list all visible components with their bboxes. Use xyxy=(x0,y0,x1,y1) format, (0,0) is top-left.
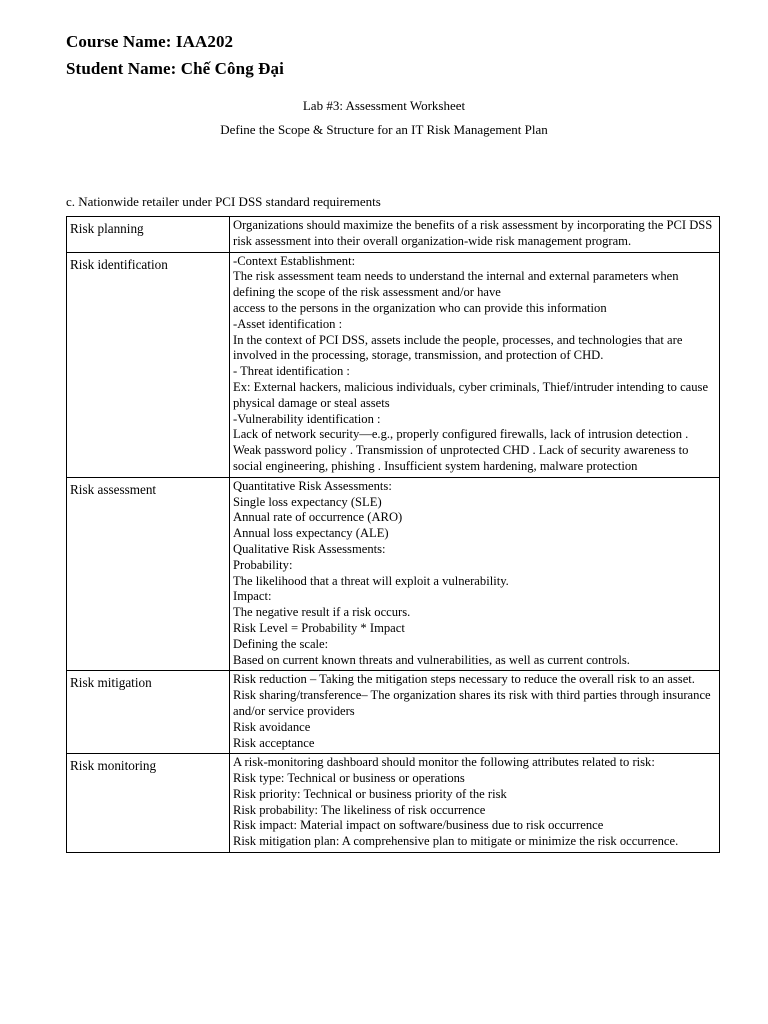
content-line: Quantitative Risk Assessments: xyxy=(233,478,392,493)
content-line: - Threat identification : xyxy=(233,364,350,379)
risk-plan-table xyxy=(66,216,720,853)
content-line: Risk avoidance xyxy=(233,719,311,734)
row-label: Risk assessment xyxy=(67,477,230,671)
content-line: The likelihood that a threat will exploit a vulnerability. xyxy=(233,573,509,588)
table-row xyxy=(67,754,720,853)
scenario-heading: c. Nationwide retailer under PCI DSS standard requirements xyxy=(66,194,381,209)
content-line: Impact: xyxy=(233,589,272,604)
content-line: A risk-monitoring dashboard should monitor the following attributes related to risk: xyxy=(233,755,655,770)
row-content xyxy=(230,754,720,853)
content-line: Defining the scale: xyxy=(233,636,329,651)
content-line: Risk Level = Probability * Impact xyxy=(233,620,405,635)
lab-subtitle: Define the Scope & Structure for an IT Risk Management Plan xyxy=(220,122,548,137)
row-label: Risk monitoring xyxy=(67,754,230,853)
content-line: Single loss expectancy (SLE) xyxy=(233,494,382,509)
row-content xyxy=(230,217,720,253)
table-row xyxy=(67,671,720,754)
row-content xyxy=(230,671,720,754)
content-line: -Asset identification : xyxy=(233,316,343,331)
content-line: Risk impact: Material impact on software/business due to risk occurrence xyxy=(233,818,604,833)
content-line: The negative result if a risk occurs. xyxy=(233,605,411,620)
content-line: Risk reduction – Taking the mitigation steps necessary to reduce the overall risk to an asset. xyxy=(233,672,695,687)
content-line: Risk type: Technical or business or operations xyxy=(233,771,465,786)
content-line: Lack of network security—e.g., properly configured firewalls, lack of intrusion detection . Weak password policy . Transmission of unprotected CHD . Lack of security awareness to social engineering, phishing . Insufficient system hardening, malware protection xyxy=(233,427,689,473)
risk-plan-table-body xyxy=(67,217,720,853)
content-line: Ex: External hackers, malicious individuals, cyber criminals, Thief/intruder intending to cause physical damage or steal assets xyxy=(233,379,709,410)
row-content xyxy=(230,252,720,477)
row-label: Risk identification xyxy=(67,252,230,477)
content-line: Risk mitigation plan: A comprehensive plan to mitigate or minimize the risk occurrence. xyxy=(233,834,679,849)
content-line: -Vulnerability identification : xyxy=(233,411,381,426)
table-row xyxy=(67,252,720,477)
content-line: Organizations should maximize the benefits of a risk assessment by incorporating the PCI DSS risk assessment into their overall organization-wide risk management program. xyxy=(233,218,713,248)
course-name: Course Name: IAA202 xyxy=(66,32,234,51)
content-line: -Context Establishment: xyxy=(233,253,356,268)
content-line: access to the persons in the organization who can provide this information xyxy=(233,300,607,315)
content-line: Annual loss expectancy (ALE) xyxy=(233,526,389,541)
table-row xyxy=(67,477,720,671)
content-line: Risk priority: Technical or business priority of the risk xyxy=(233,786,507,801)
content-line: Annual rate of occurrence (ARO) xyxy=(233,510,403,525)
row-label: Risk mitigation xyxy=(67,671,230,754)
content-line: In the context of PCI DSS, assets include the people, processes, and technologies that are involved in the processing, storage, transmission, and protection of CHD. xyxy=(233,332,683,363)
row-label: Risk planning xyxy=(67,217,230,253)
content-line: Qualitative Risk Assessments: xyxy=(233,541,386,556)
content-line: Probability: xyxy=(233,557,293,572)
lab-title: Lab #3: Assessment Worksheet xyxy=(302,98,466,113)
content-line: Based on current known threats and vulnerabilities, as well as current controls. xyxy=(233,652,630,667)
content-line: Risk sharing/transference– The organization shares its risk with third parties through insurance and/or service providers xyxy=(233,688,711,718)
content-line: Risk acceptance xyxy=(233,735,315,750)
row-content xyxy=(230,477,720,671)
content-line: Risk probability: The likeliness of risk occurrence xyxy=(233,802,486,817)
student-name: Student Name: Chế Công Đại xyxy=(66,59,284,78)
table-row xyxy=(67,217,720,253)
content-line: The risk assessment team needs to understand the internal and external parameters when defining the scope of the risk assessment and/or have xyxy=(233,269,679,300)
